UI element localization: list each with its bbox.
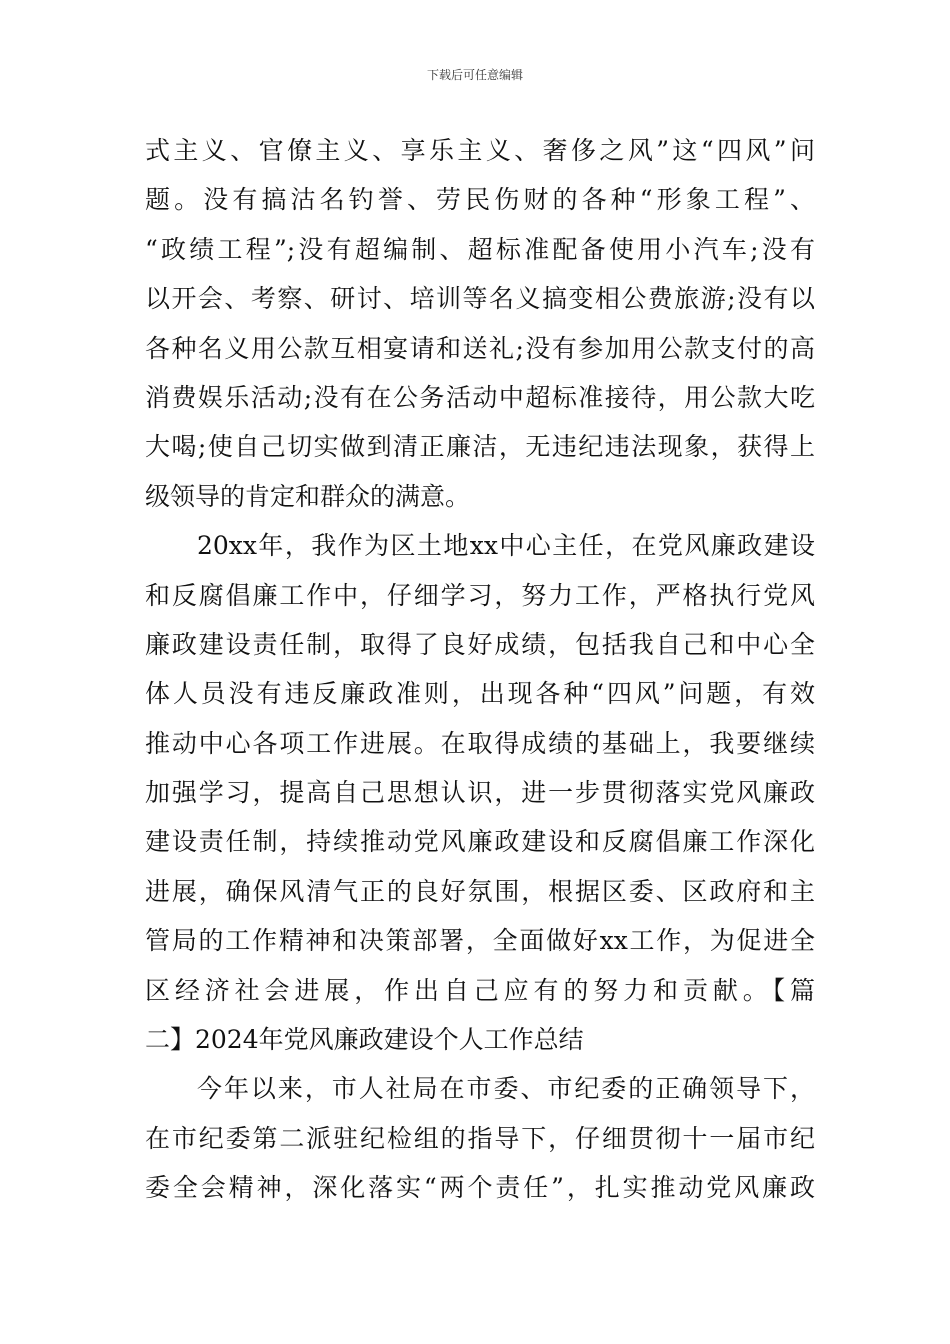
text-line: 20xx年，我作为区土地xx中心主任，在党风廉政建设 [197,531,815,561]
text-line: 级领导的肯定和群众的满意。 [145,481,471,511]
text-line: 今年以来，市人社局在市委、市纪委的正确领导下， [197,1074,815,1104]
text-line: 以开会、考察、研讨、培训等名义搞变相公费旅游;没有以 [145,284,815,314]
text-line: 体人员没有违反廉政准则，出现各种“四风”问题，有效 [145,679,815,709]
text-line: 在市纪委第二派驻纪检组的指导下，仔细贯彻十一届市纪 [145,1123,815,1153]
text-line: 题。没有搞沽名钓誉、劳民伤财的各种“形象工程”、 [145,185,815,215]
text-line: 管局的工作精神和决策部署，全面做好xx工作，为促进全 [145,926,815,956]
text-line: 加强学习，提高自己思想认识，进一步贯彻落实党风廉政 [145,778,815,808]
text-line: 二】2024年党风廉政建设个人工作总结 [145,1025,584,1055]
header-note: 下载后可任意编辑 [426,68,523,82]
text-line: 委全会精神，深化落实“两个责任”，扎实推动党风廉政 [145,1173,815,1203]
text-line: 推动中心各项工作进展。在取得成绩的基础上，我要继续 [145,728,815,758]
text-line: 各种名义用公款互相宴请和送礼;没有参加用公款支付的高 [145,333,815,363]
text-line: 和反腐倡廉工作中，仔细学习，努力工作，严格执行党风 [145,580,815,610]
text-line: 消费娱乐活动;没有在公务活动中超标准接待，用公款大吃 [145,382,815,412]
text-line: 建设责任制，持续推动党风廉政建设和反腐倡廉工作深化 [145,827,815,857]
text-line: 区经济社会进展，作出自己应有的努力和贡献。【篇 [145,975,815,1005]
text-line: 大喝;使自己切实做到清正廉洁，无违纪违法现象，获得上 [145,432,815,462]
text-line: “政绩工程”;没有超编制、超标准配备使用小汽车;没有 [145,234,815,264]
text-line: 进展，确保风清气正的良好氛围，根据区委、区政府和主 [145,876,815,906]
text-line: 廉政建设责任制，取得了良好成绩，包括我自己和中心全 [145,629,815,659]
document-body [145,126,815,1213]
text-line: 式主义、官僚主义、享乐主义、奢侈之风”这“四风”问 [145,136,815,165]
